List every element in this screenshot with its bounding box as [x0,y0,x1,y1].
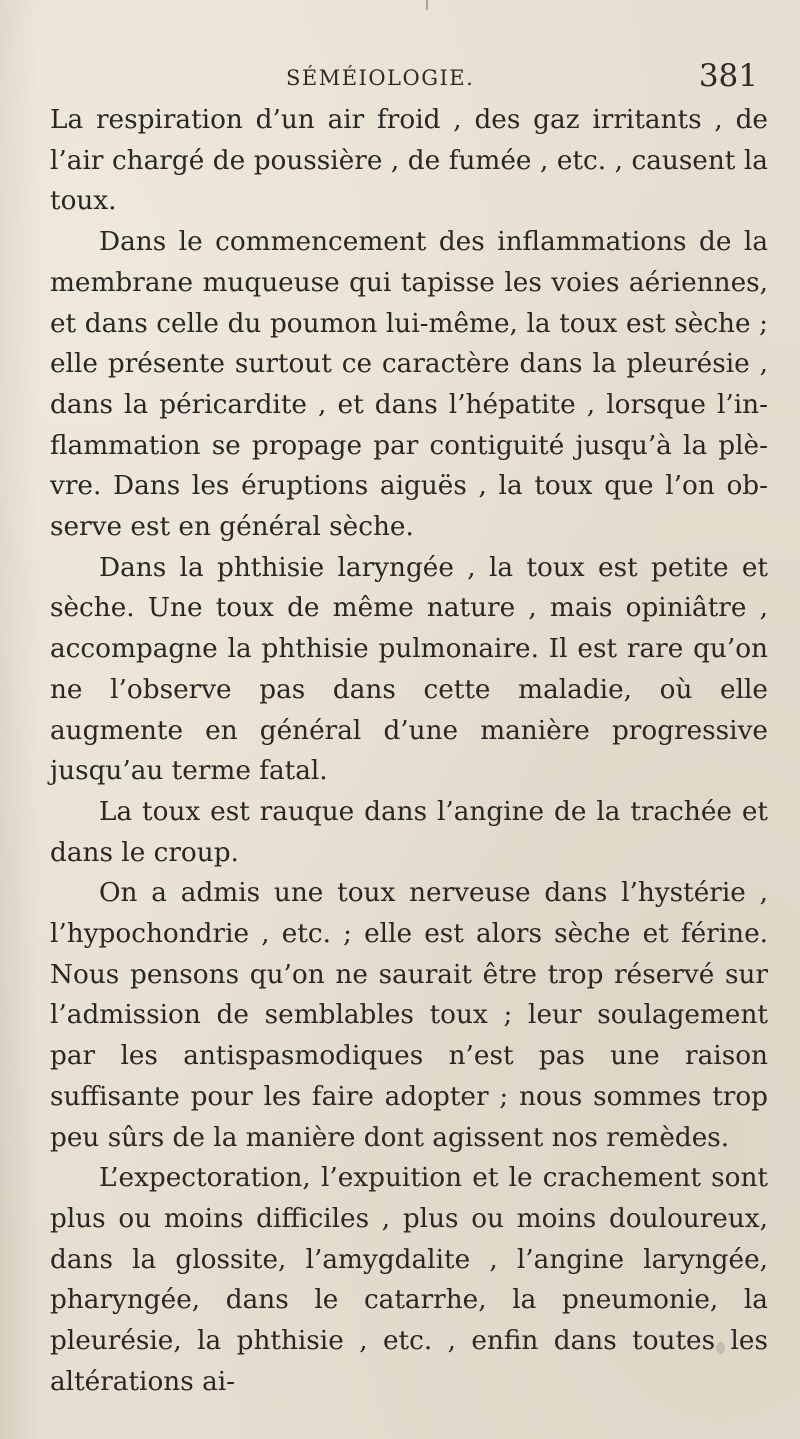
ink-spot [716,1342,725,1354]
paragraph-3: Dans la phthisie laryngée , la toux est petite et sèche. Une toux de même nature , mais opiniâtre , accompagne la phthisie pulmonaire. Il est rare qu’on ne l’observe pas dans cette maladie, où elle augmente en général d’une manière progressive jusqu’au terme fatal. [50,552,768,787]
binding-mark [426,0,428,10]
paragraph-6: L’expectoration, l’expuition et le crachement sont plus ou moins difficiles , plus ou moins douloureux, dans la glossite, l’amygdalite , l’angine laryngée, pharyngée, dans le catarrhe, la pneumonie, la pleurésie, la phthisie , etc. , enfin dans toutes les altérations ai- [50,1163,768,1397]
body-text [50,100,768,1403]
running-header [54,58,768,98]
page-number: 381 [698,58,758,94]
paragraph-2: Dans le commencement des inflammations de la membrane muqueuse qui tapisse les voies aériennes, et dans celle du poumon lui-même, la toux est sèche ; elle présente surtout ce caractère dans la pleurésie , dans la péricardite , et dans l’hépatite , lorsque l’inflammation se propage par contiguité jusqu’à la plèvre. Dans les éruptions aiguës , la toux que l’on observe est en général sèche. [50,227,768,543]
paragraph-1: La respiration d’un air froid , des gaz irritants , de l’air chargé de poussière , de fumée , etc. , causent la toux. [50,105,768,217]
running-title: SÉMÉIOLOGIE. [286,66,475,90]
paragraph-4: La toux est rauque dans l’angine de la trachée et dans le croup. [50,796,768,868]
paragraph-5: On a admis une toux nerveuse dans l’hystérie , l’hypochondrie , etc. ; elle est alors sèche et férine. Nous pensons qu’on ne saurait être trop réservé sur l’admission de semblables toux ; leur soulagement par les antispasmodiques n’est pas une raison suffisante pour les faire adopter ; nous sommes trop peu sûrs de la manière dont agissent nos remèdes. [50,878,768,1153]
